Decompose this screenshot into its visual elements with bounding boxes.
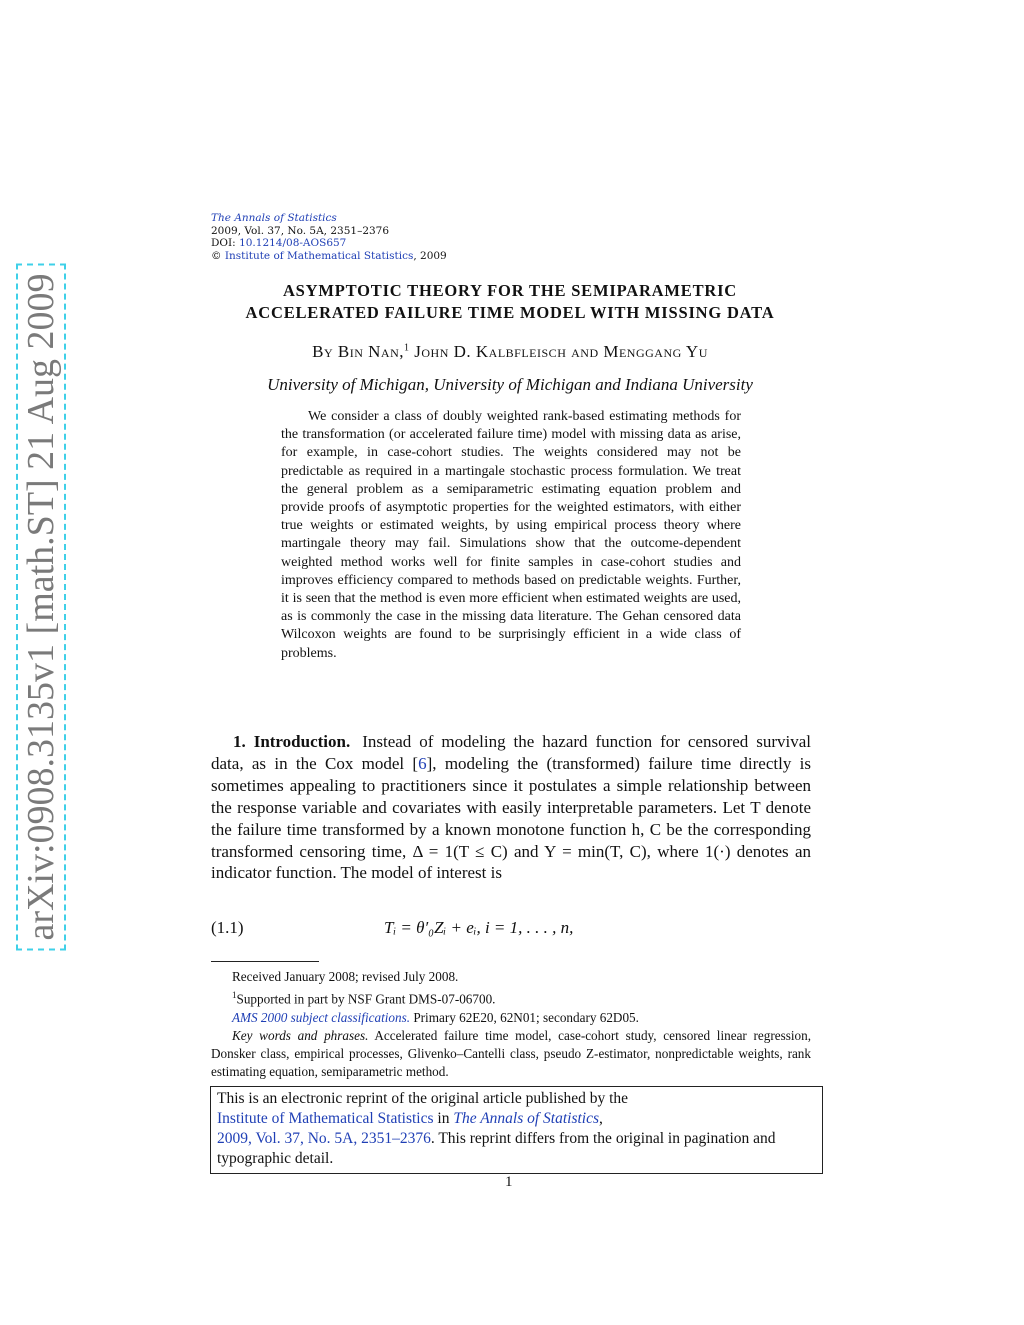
journal-header — [211, 212, 611, 262]
citation-link[interactable]: 6 — [418, 753, 427, 773]
author-first: By Bin Nan, — [312, 342, 405, 361]
reprint-publisher-link[interactable]: Institute of Mathematical Statistics — [217, 1110, 434, 1127]
publisher-link[interactable]: Institute of Mathematical Statistics — [224, 249, 414, 262]
reprint-line1: This is an electronic reprint of the original article published by the — [217, 1090, 629, 1107]
received-note: Received January 2008; revised July 2008. — [232, 969, 459, 984]
support-note — [211, 986, 811, 1009]
affiliations: University of Michigan, University of Michigan and Indiana University — [267, 375, 753, 394]
section-heading: 1. Introduction. — [233, 732, 351, 751]
copyright-icon: © — [211, 249, 222, 262]
arxiv-stamp-container — [18, 273, 64, 941]
reprint-in: in — [433, 1110, 454, 1127]
title-line-1: ASYMPTOTIC THEORY FOR THE SEMIPARAMETRIC — [282, 281, 738, 300]
support-mark: 1 — [232, 990, 237, 1001]
doi-label: DOI: — [211, 237, 240, 249]
journal-link[interactable]: The Annals of Statistics — [211, 212, 337, 224]
intro-text-a: Instead of modeling the hazard function for censored survival data, as in the Cox model [ — [211, 732, 811, 773]
author-footnote-mark: 1 — [404, 342, 410, 354]
reprint-rest: . This reprint differs from the original in pagination and typographic detail. — [217, 1130, 776, 1167]
arxiv-stamp[interactable]: arXiv:0908.3135v1 [math.ST] 21 Aug 2009 — [16, 263, 66, 950]
equation-body: Tᵢ = θ′₀Zᵢ + eᵢ, i = 1, . . . , n, — [384, 918, 574, 937]
intro-text-b: ], modeling the (transformed) failure time directly is sometimes appealing to practitioners since it postulates a simple relationship between the response variable and covariates with easily interpretable parameters. Let T denote the failure time transformed by a known monotone function h, C be the corresponding transformed censoring time, Δ = 1(T ≤ C) and Y = min(T, C), where 1(·) denotes an indicator function. The model of interest is — [211, 753, 812, 883]
reprint-journal-link[interactable]: The Annals of Statistics — [453, 1110, 600, 1127]
paper-title — [200, 280, 820, 324]
equation-number: (1.1) — [211, 918, 244, 937]
title-line-2: ACCELERATED FAILURE TIME MODEL WITH MISSING DATA — [245, 303, 775, 322]
doi-link[interactable]: 10.1214/08-AOS657 — [239, 237, 347, 249]
reprint-notice — [210, 1086, 823, 1174]
volume-line: 2009, Vol. 37, No. 5A, 2351–2376 — [211, 224, 390, 237]
keywords-text: Accelerated failure time model, case-cohort study, censored linear regression, Donsker class, empirical processes, Glivenko–Cantelli class, pseudo Z-estimator, nonpredictable weights, rank estimating equation, semiparametric method. — [211, 1028, 811, 1080]
ams-note — [211, 1009, 811, 1027]
keywords-note — [211, 1027, 811, 1082]
abstract — [281, 408, 741, 663]
keywords-label: Key words and phrases. — [232, 1028, 369, 1043]
footnote-rule — [211, 961, 319, 962]
ams-link[interactable]: AMS 2000 subject classifications. — [232, 1009, 411, 1025]
intro-paragraph — [211, 731, 811, 884]
author-rest: John D. Kalbfleisch and Menggang Yu — [409, 342, 708, 361]
introduction-section — [211, 731, 811, 884]
abstract-text: We consider a class of doubly weighted rank-based estimating methods for the transformation (or accelerated failure time) model with missing data as arise, for example, in case-cohort studies. The weights considered may not be predictable as required in a martingale stochastic process formulation. We treat the general problem as a semiparametric estimating equation problem and provide proofs of asymptotic properties for the weighted estimators, with either true weights or estimated weights, by using empirical process theory where martingale theory may fail. Simulations show that the outcome-dependent weighted method works well for finite samples in case-cohort studies and improves efficiency compared to methods based on predictable weights. Further, it is seen that the method is even more efficient when estimated weights are used, as is commonly the case in the missing data literature. The Gehan censored data Wilcoxon weights are found to be surprisingly efficient in a wide class of problems. — [281, 409, 741, 661]
support-text: Supported in part by NSF Grant DMS-07-06700. — [236, 991, 496, 1007]
author-list — [200, 342, 820, 362]
page-number: 1 — [505, 1174, 513, 1190]
reprint-comma: , — [599, 1110, 603, 1127]
copyright-year: , 2009 — [413, 249, 447, 262]
ams-text: Primary 62E20, 62N01; secondary 62D05. — [410, 1009, 639, 1025]
reprint-volume-link[interactable]: 2009, Vol. 37, No. 5A, 2351–2376 — [217, 1130, 431, 1147]
footnotes — [211, 968, 811, 1082]
